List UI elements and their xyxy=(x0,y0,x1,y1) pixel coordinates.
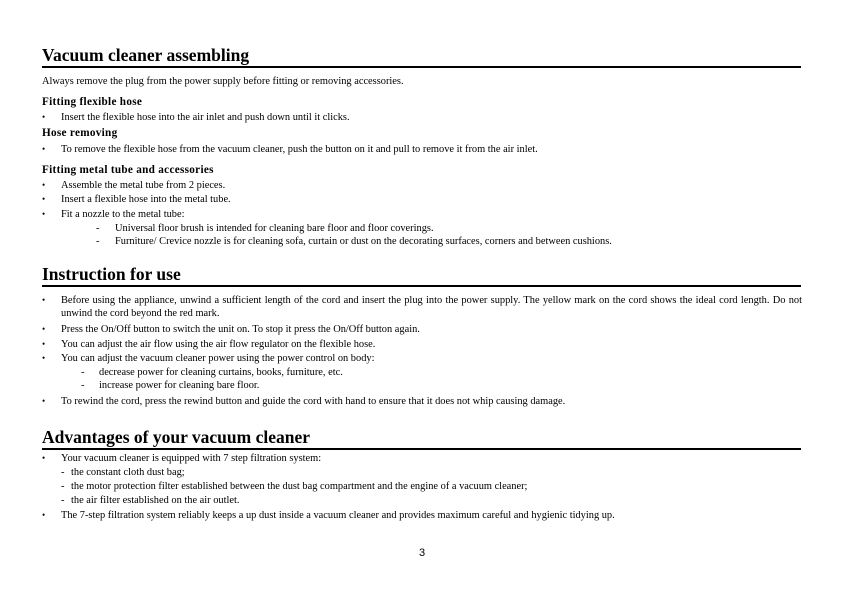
section-title-instruction: Instruction for use xyxy=(42,264,801,287)
list-item: Fit a nozzle to the metal tube: xyxy=(61,209,185,220)
page-number: 3 xyxy=(418,547,426,559)
list-item: Assemble the metal tube from 2 pieces. xyxy=(61,180,226,191)
subheading-hose-removing: Hose removing xyxy=(42,127,118,139)
dash-marker: - xyxy=(61,467,65,478)
sub-list-item: the constant cloth dust bag; xyxy=(71,467,185,478)
intro-text: Always remove the plug from the power supply before fitting or removing accessories. xyxy=(42,76,404,87)
bullet-icon: • xyxy=(42,510,46,520)
bullet-icon: • xyxy=(42,353,46,363)
bullet-icon: • xyxy=(42,453,46,463)
subheading-fitting-hose: Fitting flexible hose xyxy=(42,96,143,108)
section-title-assembling: Vacuum cleaner assembling xyxy=(42,45,801,68)
list-item: Your vacuum cleaner is equipped with 7 step filtration system: xyxy=(61,453,322,464)
dash-marker: - xyxy=(61,495,65,506)
list-item: Insert a flexible hose into the metal tube. xyxy=(61,194,231,205)
sub-list-item: decrease power for cleaning curtains, books, furniture, etc. xyxy=(99,367,343,378)
bullet-icon: • xyxy=(42,396,46,406)
list-item: To rewind the cord, press the rewind button and guide the cord with hand to ensure that it does not whip causing damage. xyxy=(61,396,566,407)
bullet-icon: • xyxy=(42,209,46,219)
sub-list-item: Universal floor brush is intended for cleaning bare floor and floor coverings. xyxy=(115,223,434,234)
bullet-icon: • xyxy=(42,112,46,122)
sub-list-item: Furniture/ Crevice nozzle is for cleaning sofa, curtain or dust on the decorating surfaces, corners and between cushions. xyxy=(115,236,612,247)
sub-list-item: the motor protection filter established between the dust bag compartment and the engine of a vacuum cleaner; xyxy=(71,481,528,492)
list-item: You can adjust the air flow using the air flow regulator on the flexible hose. xyxy=(61,339,376,350)
list-item: Insert the flexible hose into the air inlet and push down until it clicks. xyxy=(61,112,350,123)
list-item: Before using the appliance, unwind a sufficient length of the cord and insert the plug into the power supply. The yellow mark on the cord shows the ideal cord length. Do not unwind the cord beyond the red mark. xyxy=(61,295,802,319)
dash-marker: - xyxy=(81,367,85,378)
dash-marker: - xyxy=(96,236,100,247)
sub-list-item: the air filter established on the air outlet. xyxy=(71,495,240,506)
list-item: The 7-step filtration system reliably keeps a up dust inside a vacuum cleaner and provides maximum careful and hygienic tidying up. xyxy=(61,510,615,521)
bullet-icon: • xyxy=(42,180,46,190)
subheading-fitting-tube: Fitting metal tube and accessories xyxy=(42,164,214,176)
bullet-icon: • xyxy=(42,295,46,305)
section-title-advantages: Advantages of your vacuum cleaner xyxy=(42,427,801,450)
bullet-icon: • xyxy=(42,194,46,204)
dash-marker: - xyxy=(81,380,85,391)
list-item: Press the On/Off button to switch the unit on. To stop it press the On/Off button again. xyxy=(61,324,420,335)
bullet-icon: • xyxy=(42,324,46,334)
dash-marker: - xyxy=(61,481,65,492)
bullet-icon: • xyxy=(42,144,46,154)
bullet-icon: • xyxy=(42,339,46,349)
list-item: You can adjust the vacuum cleaner power using the power control on body: xyxy=(61,353,375,364)
list-item: To remove the flexible hose from the vacuum cleaner, push the button on it and pull to remove it from the air inlet. xyxy=(61,144,538,155)
dash-marker: - xyxy=(96,223,100,234)
sub-list-item: increase power for cleaning bare floor. xyxy=(99,380,260,391)
